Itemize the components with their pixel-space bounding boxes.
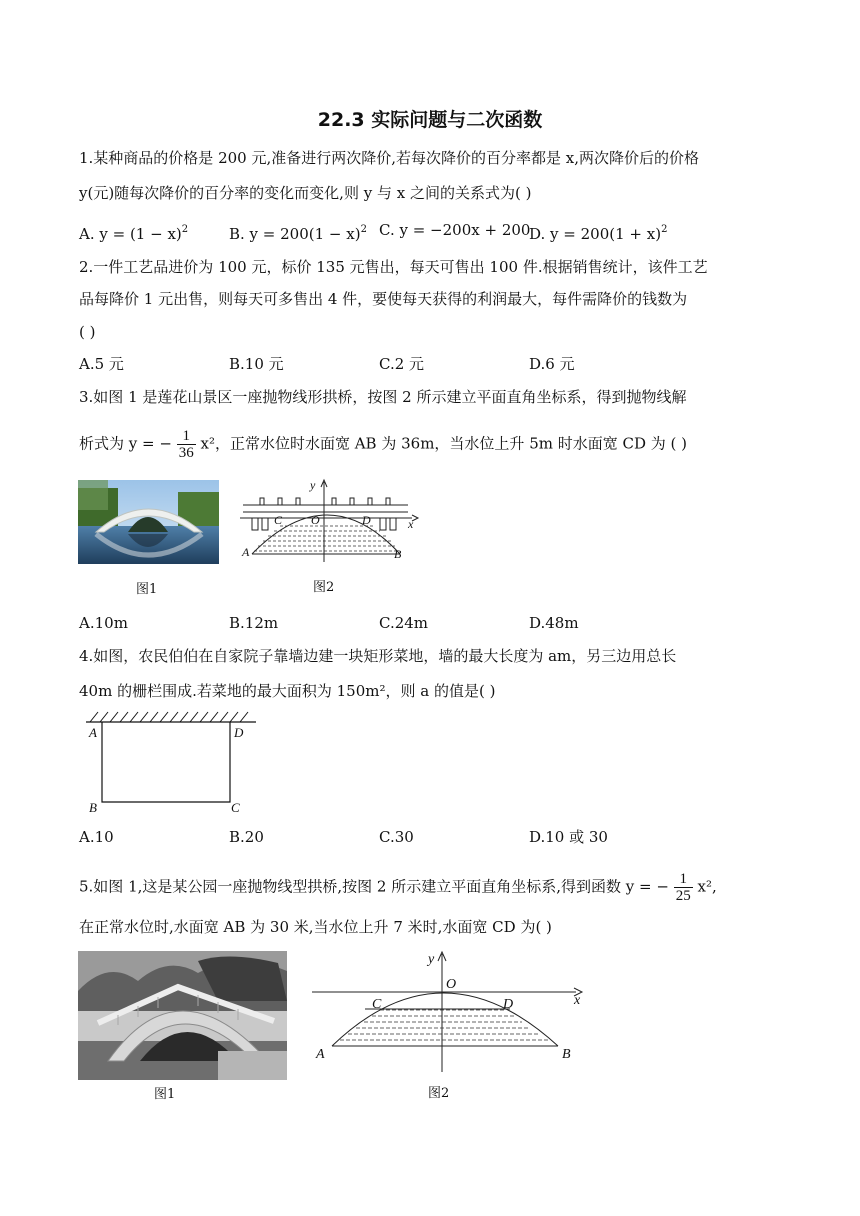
q5-fig2-label-x: x <box>574 993 581 1008</box>
q5-line1 <box>79 871 779 904</box>
q5-frac-den: 25 <box>675 888 691 904</box>
q4-line1: 4.如图，农民伯伯在自家院子靠墙边建一块矩形菜地，墙的最大长度为 am，另三边用总长 <box>79 647 677 665</box>
q5-line1-pre: 5.如图 1,这是某公园一座抛物线型拱桥,按图 2 所示建立平面直角坐标系,得到函数 y = − <box>79 877 669 896</box>
q2-line3: ( ) <box>79 323 96 341</box>
q2-line2: 品每降价 1 元出售，则每天可多售出 4 件，要使每天获得的利润最大，每件需降价的钱数为 <box>79 290 688 308</box>
q1-line1: 1.某种商品的价格是 200 元,准备进行两次降价,若每次降价的百分率都是 x,两次降价后的价格 <box>79 149 700 167</box>
q1-option-d-exp: 2 <box>661 224 668 235</box>
q5-fraction <box>674 871 693 904</box>
q4-line2: 40m 的栅栏围成.若菜地的最大面积为 150m²，则 a 的值是( ) <box>79 682 496 700</box>
q4-option-d: D.10 或 30 <box>529 828 608 846</box>
q5-fig2-label-c: C <box>372 997 382 1012</box>
q4-label-a: A <box>89 725 97 740</box>
q3-option-a: A.10m <box>79 614 128 632</box>
q3-frac-num: 1 <box>177 428 196 445</box>
q5-fig1-caption: 图1 <box>154 1087 176 1102</box>
q3-fig2-label-c: C <box>274 513 283 527</box>
q2-option-b: B.10 元 <box>229 355 284 373</box>
q3-option-d: D.48m <box>529 614 579 632</box>
q3-fraction <box>177 428 196 461</box>
q3-option-c: C.24m <box>379 614 429 632</box>
q3-option-b: B.12m <box>229 614 279 632</box>
q1-line2: y(元)随每次降价的百分率的变化而变化,则 y 与 x 之间的关系式为( ) <box>79 184 532 202</box>
q3-fig1-bridge-photo <box>78 480 219 564</box>
q3-fig2-caption: 图2 <box>313 580 335 595</box>
q3-fig2-diagram <box>240 478 420 566</box>
q1-option-c: C. y = −200x + 200 <box>379 221 531 239</box>
q3-fig2-label-o: O <box>311 513 320 527</box>
q4-option-c: C.30 <box>379 828 414 846</box>
q2-option-d: D.6 元 <box>529 355 575 373</box>
q4-label-b: B <box>89 800 97 815</box>
q2-line1: 2.一件工艺品进价为 100 元，标价 135 元售出，每天可售出 100 件.根据销售统计，该件工艺 <box>79 258 708 276</box>
q2-option-a: A.5 元 <box>79 355 124 373</box>
q3-line2-post: x²，正常水位时水面宽 AB 为 36m，当水位上升 5m 时水面宽 CD 为 ( ) <box>200 434 688 453</box>
q3-frac-den: 36 <box>178 445 194 461</box>
page-title: 22.3 实际问题与二次函数 <box>317 109 543 131</box>
q3-fig2-label-y: y <box>310 478 316 492</box>
q5-fig2-caption: 图2 <box>428 1086 450 1101</box>
q5-fig1-bridge-photo <box>78 951 287 1080</box>
q1-option-d: D. y = 200(1 + x) <box>529 225 662 243</box>
q5-fig2-label-y: y <box>428 952 435 967</box>
q5-line1-post: x², <box>697 877 717 896</box>
q5-line2: 在正常水位时,水面宽 AB 为 30 米,当水位上升 7 米时,水面宽 CD 为( ) <box>79 918 552 936</box>
q3-fig2-label-a: A <box>242 545 250 559</box>
q3-line1: 3.如图 1 是莲花山景区一座抛物线形拱桥，按图 2 所示建立平面直角坐标系，得到抛物线解 <box>79 388 687 406</box>
q5-fig2-diagram <box>310 950 588 1074</box>
q4-label-c: C <box>231 800 240 815</box>
q1-option-a-exp: 2 <box>181 224 189 235</box>
q5-fig2-label-b: B <box>562 1047 571 1062</box>
q5-fig2-label-d: D <box>503 997 514 1012</box>
q3-line2-pre: 析式为 y = − <box>79 434 172 453</box>
q4-label-d: D <box>234 725 244 740</box>
q3-line2 <box>79 428 779 461</box>
q1-option-b: B. y = 200(1 − x) <box>229 225 361 243</box>
q1-option-b-exp: 2 <box>360 224 367 235</box>
q4-option-b: B.20 <box>229 828 264 846</box>
q4-option-a: A.10 <box>79 828 114 846</box>
q3-fig2-label-x: x <box>408 517 414 531</box>
q3-fig2-label-b: B <box>394 547 402 561</box>
q5-fig2-label-o: O <box>446 977 457 992</box>
q2-option-c: C.2 元 <box>379 355 425 373</box>
q4-rectangle-diagram <box>84 706 260 818</box>
q5-frac-num: 1 <box>674 871 693 888</box>
q1-option-a: A. y = (1 − x) <box>79 225 182 243</box>
q3-fig1-caption: 图1 <box>136 582 158 597</box>
q3-fig2-label-d: D <box>362 513 371 527</box>
q5-fig2-label-a: A <box>316 1047 325 1062</box>
